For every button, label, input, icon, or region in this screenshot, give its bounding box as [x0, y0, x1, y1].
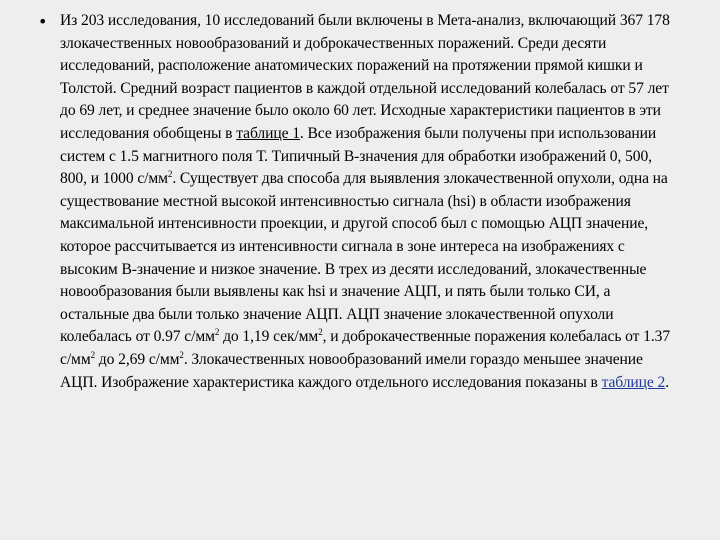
table-1-link[interactable]: таблице 1: [236, 124, 300, 142]
text-segment: , и доброкачественные поражения колебалась от 1.37 с/мм: [60, 328, 671, 368]
superscript: 2: [90, 349, 95, 360]
body-paragraph: [60, 10, 682, 394]
superscript: 2: [179, 349, 184, 360]
superscript: 2: [214, 327, 220, 338]
text-segment: до 2,69 с/мм: [95, 350, 180, 368]
text-segment: .: [665, 373, 670, 391]
superscript: 2: [167, 168, 173, 179]
bullet-marker: •: [38, 12, 48, 31]
text-segment: . Злокачественных новообразований имели гораздо меньшее значение АЦП. Изображение характеристика каждого отдельного исследования показаны в: [60, 350, 643, 391]
text-segment: до 1,19 сек/мм: [219, 328, 319, 346]
table-2-link[interactable]: таблице 2: [601, 373, 666, 391]
text-segment: . Все изображения были получены при использовании систем с 1.5 магнитного поля Т. Типичный B-значения для обработки изображений 0, 500, 800, и 1000 с/мм: [60, 124, 657, 188]
text-segment: Из 203 исследования, 10 исследований были включены в Мета-анализ, включающий 367 178 злокачественных новообразований и доброкачественных поражений. Среди десяти исследований, расположение анатомических поражений на протяжении прямой кишки и Толстой. Средний возраст пациентов в каждой отдельной исследований колебалась от 57 лет до 69 лет, и среднее значение было около 60 лет. Исходные характеристики пациентов в эти исследования обобщены в: [60, 12, 670, 142]
superscript: 2: [318, 327, 323, 338]
text-segment: . Существует два способа для выявления злокачественной опухоли, одна на существование местной высокой интенсивностью сигнала (hsi) в области изображения максимальной интенсивности проекции, и другой способ был с помощью АЦП значение, которое рассчитывается из интенсивности сигнала в зоне интереса на изображениях с высоким B-значение и низкое значение. В трех из десяти исследований, злокачественные новообразования были выявлены как hsi и значение АЦП, и пять были только СИ, а остальные два были только значение АЦП. АЦП значение злокачественной опухоли колебалась от 0.97 с/мм: [60, 170, 668, 346]
